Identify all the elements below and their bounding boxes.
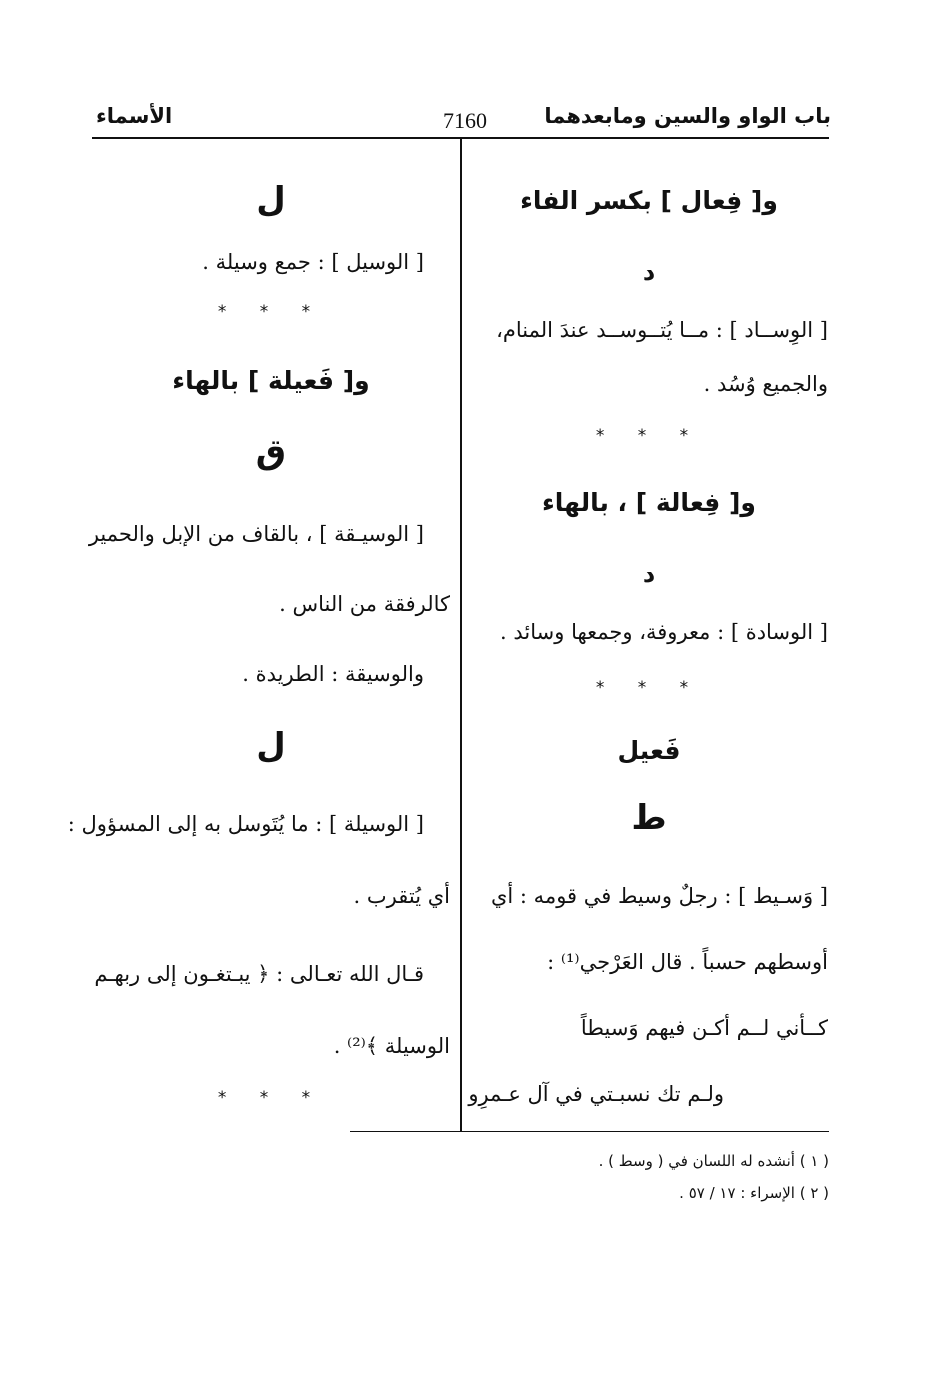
section-heading: و[ فَعيلة ] بالهاء <box>172 366 370 395</box>
letter-heading: د <box>642 258 656 286</box>
entry-text: [ الوسيـقة ] ، بالقاف من الإبل والحمير <box>88 522 424 546</box>
section-heading: و[ فِعال ] بكسر الفاء <box>520 186 778 215</box>
page-number: 7160 <box>443 108 487 133</box>
quran-quote: الوسيلة ﴾⁽²⁾ . <box>333 1034 450 1058</box>
verse-line: كــأني لــم أكـن فيهم وَسيطاً <box>580 1016 828 1040</box>
letter-heading: ل <box>256 180 286 220</box>
right-column <box>470 0 828 1130</box>
quran-quote: قـال الله تعـالى : ﴿ يبـتغـون إلى ربهـم <box>94 962 424 986</box>
letter-heading: ط <box>631 798 667 838</box>
running-header-right: باب الواو والسين ومابعدهما <box>544 104 831 128</box>
footnote-rule <box>350 1131 829 1132</box>
footnote: ( ١ ) أنشده له اللسان في ( وسط ) . <box>598 1152 829 1170</box>
left-column <box>67 0 450 1130</box>
entry-text: والوسيقة : الطريدة . <box>242 662 424 686</box>
entry-text: كالرفقة من الناس . <box>279 592 450 616</box>
entry-text: والجميع وُسُد . <box>703 372 828 396</box>
column-divider <box>460 139 462 1132</box>
letter-heading: ق <box>255 432 287 472</box>
running-header-left: الأسماء <box>96 104 173 128</box>
footnote: ( ٢ ) الإسراء : ١٧ / ٥٧ . <box>679 1184 829 1202</box>
entry-text: أي يُتقرب . <box>353 884 450 908</box>
section-separator: * * * <box>595 426 703 446</box>
verse-line: ولـم تك نسبـتي في آل عـمرِو <box>468 1082 724 1106</box>
entry-text: [ الوسيل ] : جمع وسيلة . <box>202 250 424 274</box>
entry-text: [ وَسـيط ] : رجلٌ وسيط في قومه : أي <box>490 884 828 908</box>
section-separator: * * * <box>217 302 325 322</box>
entry-text: أوسطهم حسباً . قال العَرْجي⁽¹⁾ : <box>547 950 828 974</box>
entry-text: [ الوِســاد ] : مــا يُتــوســد عندَ المنام، <box>496 318 828 342</box>
entry-text: [ الوسيلة ] : ما يُتَوسل به إلى المسؤول : <box>67 812 424 836</box>
section-separator: * * * <box>595 678 703 698</box>
section-heading: و[ فِعالة ] ، بالهاء <box>542 488 756 517</box>
section-heading: فَعيل <box>617 736 681 765</box>
letter-heading: د <box>642 560 656 588</box>
entry-text: [ الوسادة ] : معروفة، وجمعها وسائد . <box>500 620 828 644</box>
section-separator: * * * <box>217 1088 325 1108</box>
letter-heading: ل <box>256 726 286 766</box>
